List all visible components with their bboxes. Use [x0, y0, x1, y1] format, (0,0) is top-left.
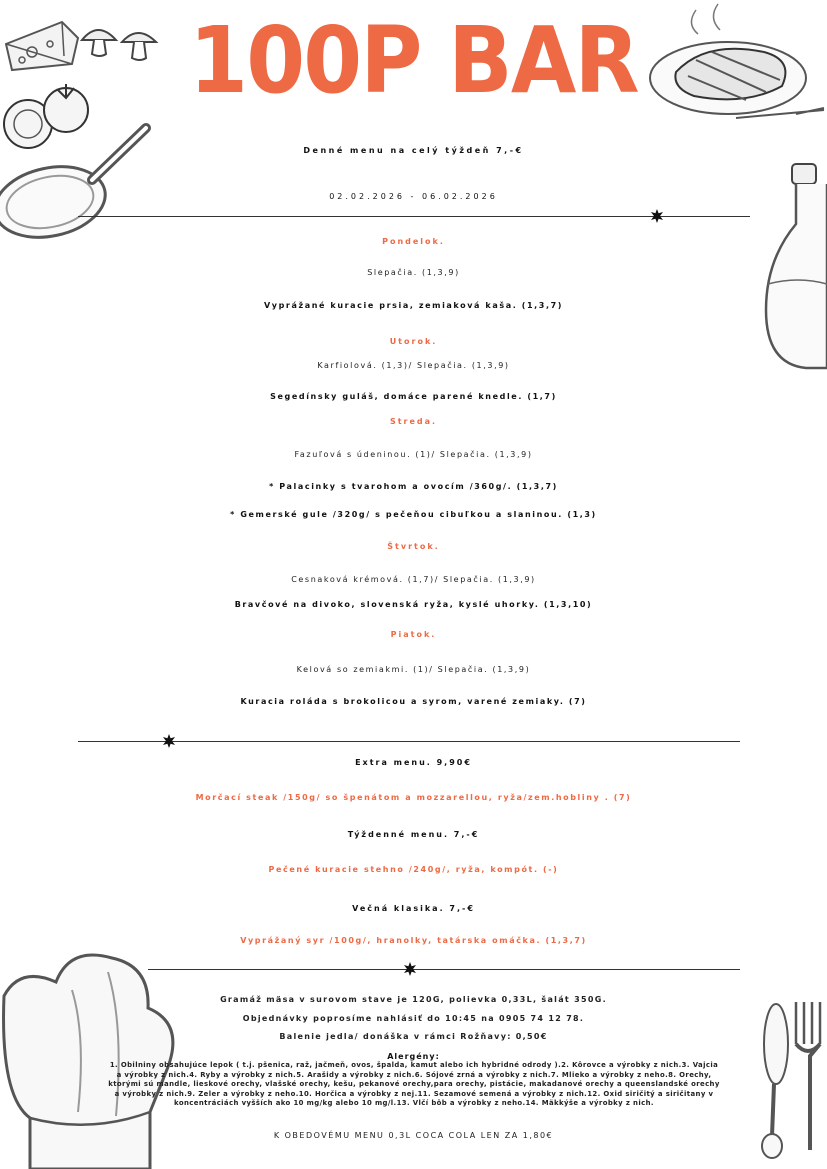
- main-dish-friday: Kuracia roláda s brokolicou a syrom, varené zemiaky. (7): [240, 697, 587, 706]
- main-dish-wednesday-1: * Palacinky s tvarohom a ovocím /360g/. (1,3,7): [269, 482, 558, 491]
- soup-thursday: Cesnaková krémová. (1,7)/ Slepačia. (1,3,9): [291, 575, 536, 584]
- date-range: 02.02.2026 - 06.02.2026: [329, 192, 498, 201]
- cola-offer: K OBEDOVÉMU MENU 0,3L COCA COLA LEN ZA 1,80€: [273, 1131, 554, 1140]
- soup-tuesday: Karfiolová. (1,3)/ Slepačia. (1,3,9): [317, 361, 510, 370]
- extra-menu-item: Morčací steak /150g/ so špenátom a mozzarellou, ryža/zem.hobliny . (7): [195, 793, 632, 802]
- divider-ornament-middle: [162, 734, 176, 748]
- extra-menu-heading: Extra menu. 9,90€: [355, 758, 472, 767]
- soup-monday: Slepačia. (1,3,9): [367, 268, 460, 277]
- divider-ornament-top: [650, 209, 664, 223]
- footer-note-weights: Gramáž mäsa v surovom stave je 120G, polievka 0,33L, šalát 350G.: [220, 995, 607, 1004]
- weekly-menu-heading: Týždenné menu. 7,-€: [347, 830, 480, 839]
- soup-wednesday: Fazuľová s údeninou. (1)/ Slepačia. (1,3,9): [294, 450, 533, 459]
- restaurant-title: 100P BAR: [189, 7, 638, 114]
- main-dish-wednesday-2: * Gemerské gule /320g/ s pečeňou cibuľkou a slaninou. (1,3): [230, 510, 597, 519]
- divider-ornament-bottom: [403, 962, 417, 976]
- allergens-title: Alergény:: [387, 1052, 440, 1061]
- day-heading-thursday: Štvrtok.: [387, 542, 440, 551]
- day-heading-friday: Piatok.: [390, 630, 437, 639]
- divider-middle: [78, 741, 740, 742]
- footer-note-orders: Objednávky poprosíme nahlásiť do 10:45 na 0905 74 12 78.: [242, 1014, 585, 1023]
- allergens-list: 1. Obilniny obsahujúce lepok ( t.j. pšenica, raž, jačmeň, ovos, špalda, kamut alebo ich hybridné odrody ).2. Kôrovce a výrobky z nich.3. Vajcia a výrobky z nich.4. Ryby a výrobky z nich.5. Arašidy a výrobky z nich.6. Sójové zrná a výrobky z nich.7. Mlieko a výrobky z neho.8. Orechy, ktorými sú mandle, lieskové orechy, vlašské orechy, kešu, pekanové orechy,para orechy, pistácie, makadanové orechy a queenslandské orechy a výrobky z nich.9. Zeler a výrobky z neho.10. Horčica a výrobky z nej.11. Sezamové semená a výrobky z nich.12. Oxid siričitý a siričitany v koncentráciách vyšších ako 10 mg/kg alebo 10 mg/l.13. Vlčí bôb a výrobky z neho.14. Mäkkýše a výrobky z nich.: [108, 1061, 720, 1108]
- classic-menu-item: Vyprážaný syr /100g/, hranolky, tatárska omáčka. (1,3,7): [240, 936, 587, 945]
- weekly-menu-item: Pečené kuracie stehno /240g/, ryža, kompót. (-): [268, 865, 559, 874]
- classic-menu-heading: Večná klasika. 7,-€: [352, 904, 475, 913]
- menu-subtitle: Denné menu na celý týždeň 7,-€: [303, 146, 524, 155]
- day-heading-tuesday: Utorok.: [389, 337, 438, 346]
- day-heading-monday: Pondelok.: [382, 237, 445, 246]
- divider-bottom: [148, 969, 740, 970]
- main-dish-tuesday: Segedínsky guláš, domáce parené knedle. (1,7): [270, 392, 557, 401]
- footer-note-packaging: Balenie jedla/ donáška v rámci Rožňavy: 0,50€: [279, 1032, 548, 1041]
- main-dish-thursday: Bravčové na divoko, slovenská ryža, kyslé uhorky. (1,3,10): [234, 600, 593, 609]
- day-heading-wednesday: Streda.: [389, 417, 438, 426]
- main-dish-monday: Vyprážané kuracie prsia, zemiaková kaša. (1,3,7): [263, 301, 564, 310]
- frying-pan-icon: [0, 118, 160, 242]
- soup-friday: Kelová so zemiakmi. (1)/ Slepačia. (1,3,9): [296, 665, 531, 674]
